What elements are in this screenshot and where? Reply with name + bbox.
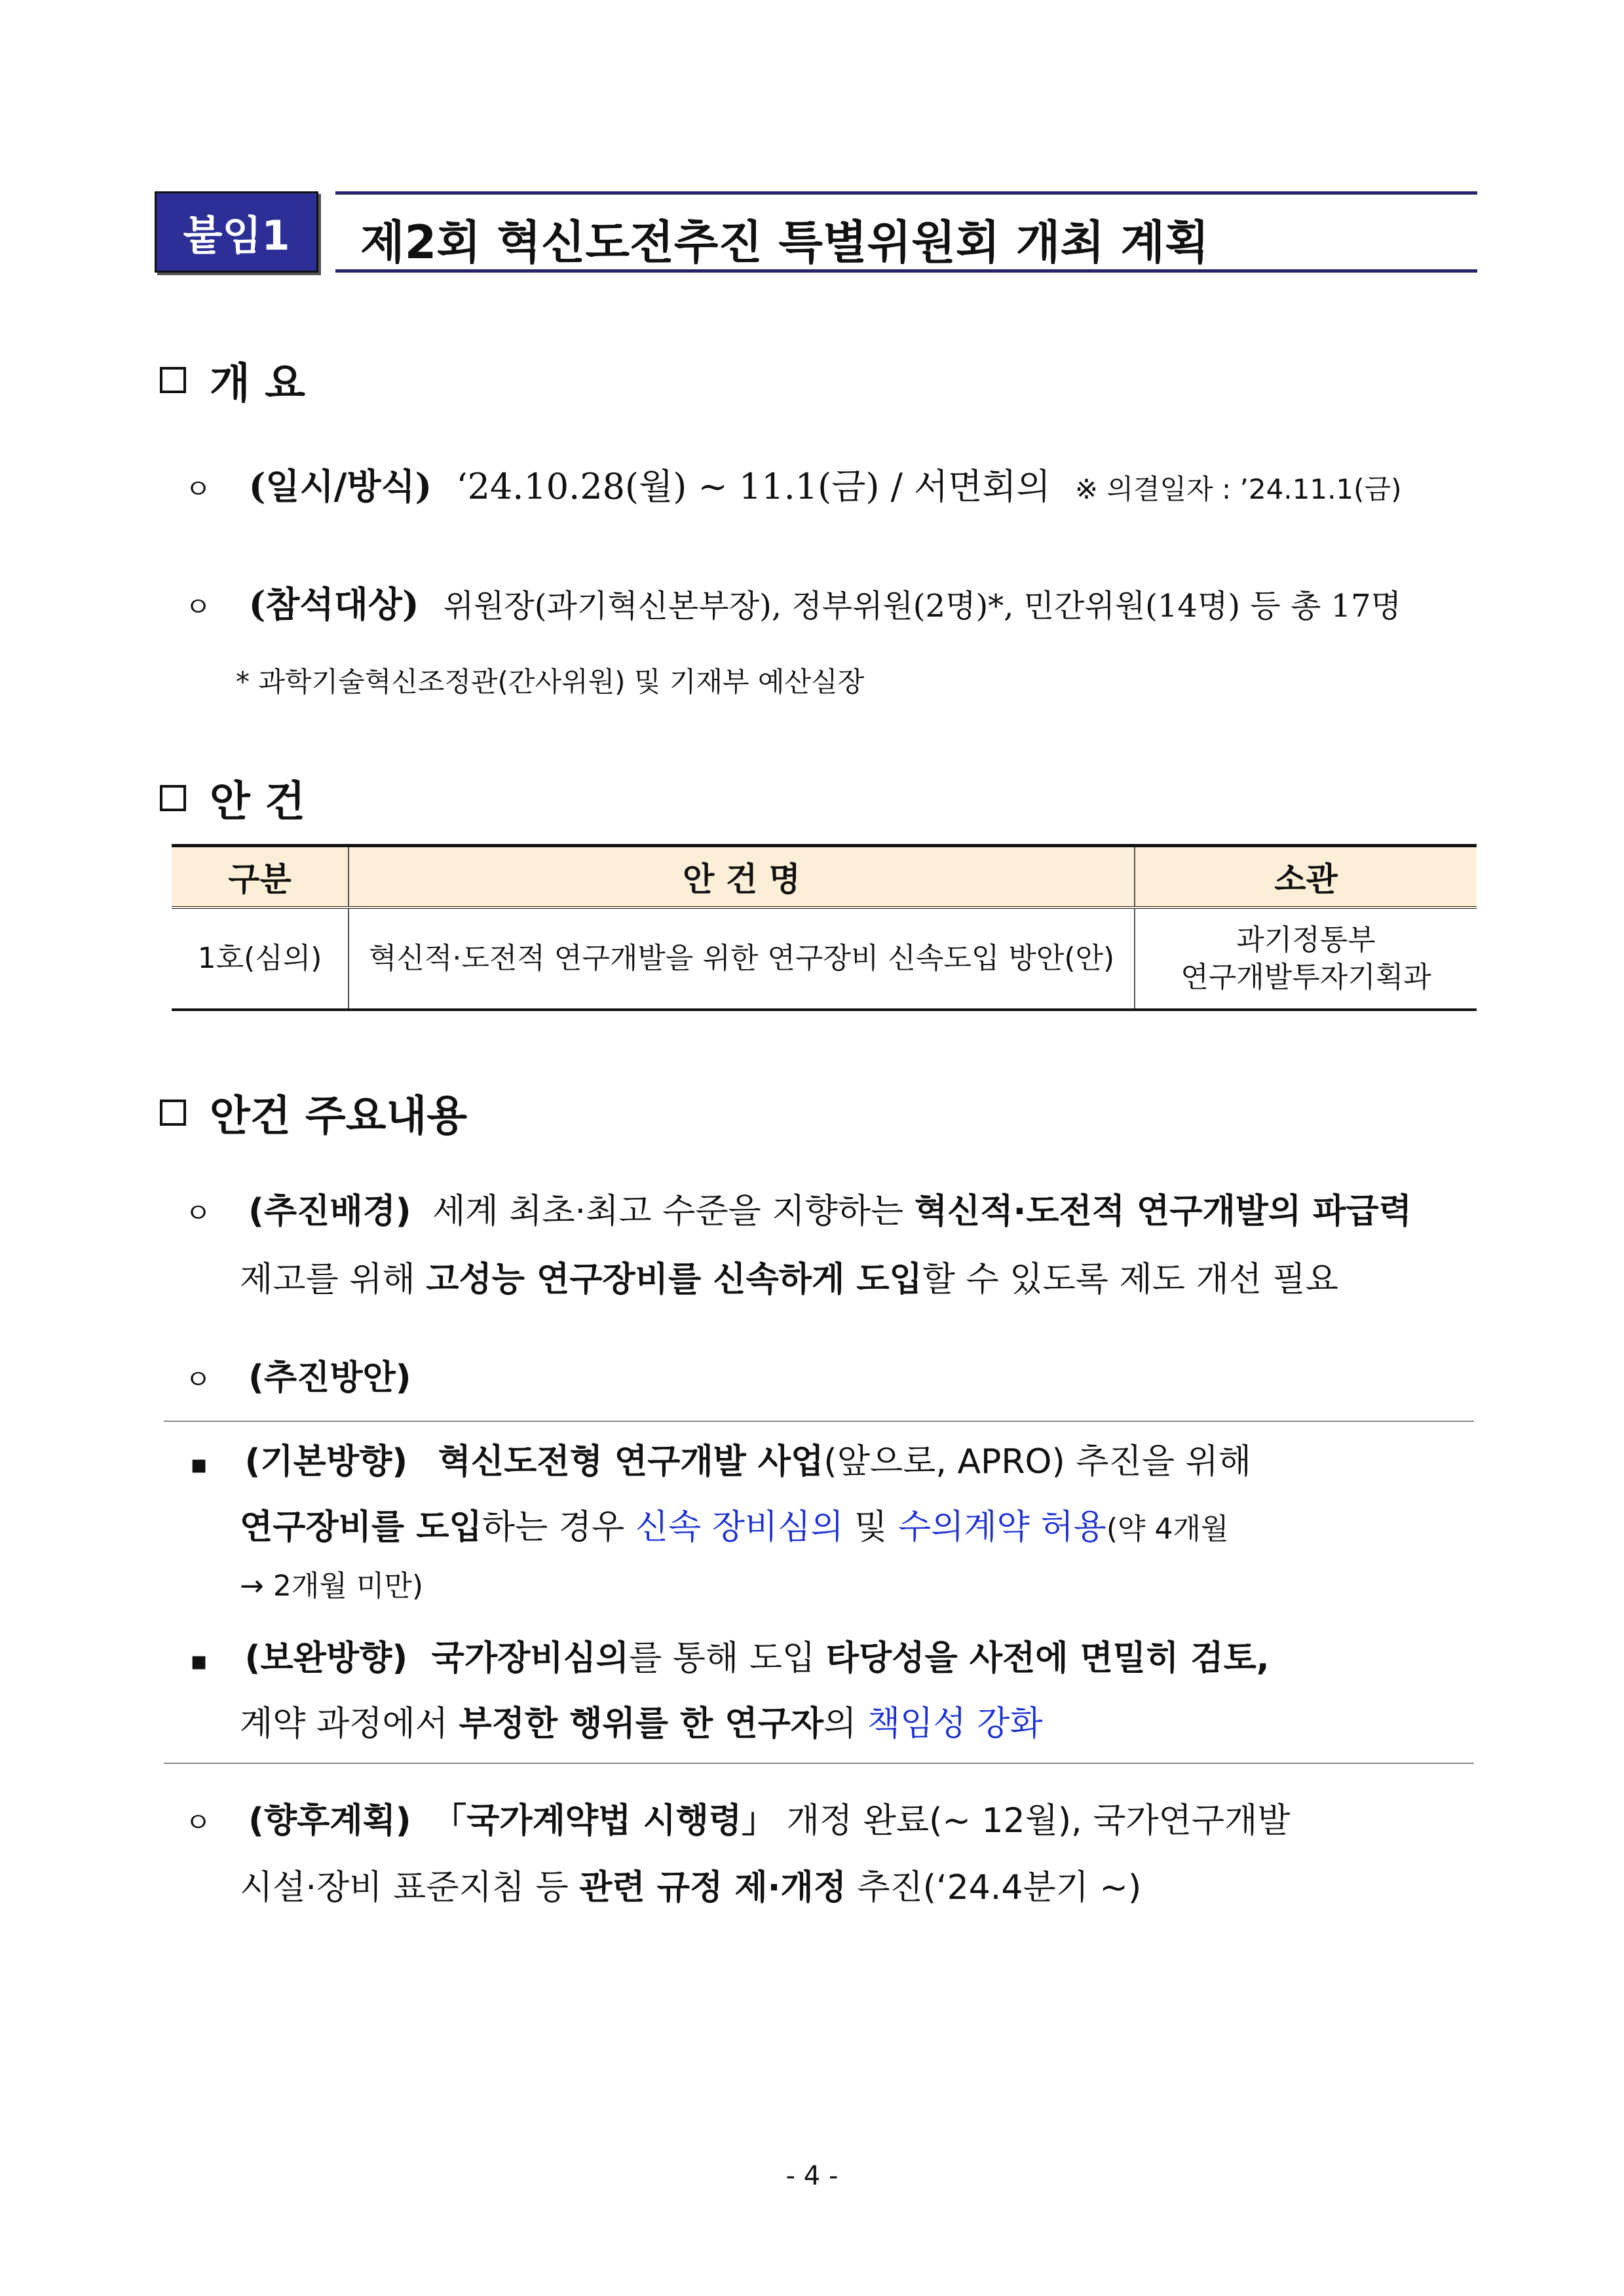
supplement-direction-text: 를 통해 도입 (629, 1639, 826, 1678)
future-plan-text: 추진(‘24.4분기 ~) (846, 1868, 1142, 1907)
table-row (172, 908, 1477, 1010)
background-label: (추진배경) (248, 1192, 411, 1231)
checkbox-square-icon (160, 785, 186, 811)
title-rule-top (335, 191, 1477, 195)
plan-heading (185, 1350, 411, 1399)
supplement-direction-label: (보완방향) (244, 1639, 408, 1678)
square-bullet-icon: ▪ (190, 1646, 208, 1676)
future-plan-emphasis: 「국가계약법 시행령」 (432, 1801, 776, 1841)
owner-division: 연구개발투자기획과 (1180, 961, 1431, 994)
col-header-category: 구분 (172, 846, 349, 908)
section-heading: 개 요 (210, 360, 305, 408)
future-plan-text: 개정 완료(~ 12월), 국가연구개발 (776, 1801, 1291, 1841)
table-header-row (172, 846, 1477, 908)
title-rule-bottom (335, 269, 1477, 273)
owner-ministry: 과기정통부 (1236, 923, 1376, 957)
col-header-name: 안 건 명 (349, 846, 1135, 908)
overview-attendees (185, 577, 1401, 627)
supplement-direction-text: 계약 과정에서 (240, 1704, 459, 1744)
background-emphasis: 고성능 연구장비를 신속하게 도입 (426, 1260, 922, 1299)
background-text: 제고를 위해 (240, 1260, 426, 1299)
fast-review-highlight: 신속 장비심의 (635, 1508, 844, 1547)
background-text: 할 수 있도록 제도 개선 필요 (922, 1260, 1338, 1299)
future-plan-text: 시설·장비 표준지침 등 (240, 1868, 580, 1907)
circle-bullet-icon: ㅇ (185, 1364, 212, 1396)
checkbox-square-icon (160, 1100, 186, 1126)
supplement-direction-emphasis: 타당성을 사전에 면밀히 검토, (825, 1639, 1270, 1678)
datetime-value: ‘24.10.28(월) ~ 11.1(금) / 서면회의 (456, 466, 1051, 507)
background-emphasis: 혁신적·도전적 연구개발의 파급력 (914, 1192, 1412, 1231)
checkbox-square-icon (160, 367, 186, 393)
cell-owner (1135, 908, 1477, 1010)
supplement-direction-emphasis: 부정한 행위를 한 연구자 (459, 1704, 824, 1744)
page-title: 제2회 혁신도전추진 특별위원회 개최 계획 (360, 216, 1209, 269)
decision-date-note: ※ 의결일자 : ’24.11.1(금) (1074, 473, 1402, 505)
circle-bullet-icon: ㅇ (185, 1807, 212, 1839)
basic-direction-emphasis: 혁신도전형 연구개발 사업 (438, 1442, 824, 1482)
section-heading: 안 건 (210, 778, 305, 826)
section-overview (160, 350, 305, 410)
accountability-highlight: 책임성 강화 (867, 1704, 1043, 1744)
section-heading: 안건 주요내용 (210, 1092, 468, 1141)
col-header-owner: 소관 (1135, 846, 1477, 908)
datetime-label: (일시/방식) (248, 465, 432, 507)
attendees-value: 위원장(과기혁신본부장), 정부위원(2명)*, 민간위원(14명) 등 총 17명 (443, 588, 1402, 624)
supplement-direction-line-1 (190, 1630, 1270, 1679)
plan-label: (추진방안) (248, 1358, 411, 1398)
section-main-contents (160, 1082, 467, 1143)
background-text: 세계 최초·최고 수준을 지향하는 (432, 1192, 915, 1231)
basic-direction-text: 및 (843, 1508, 898, 1547)
basic-direction-text: (앞으로, APRO) 추진을 위해 (823, 1442, 1251, 1482)
basic-direction-line-2 (240, 1499, 1229, 1548)
supplement-direction-emphasis: 국가장비심의 (431, 1639, 630, 1678)
overview-datetime (185, 459, 1402, 509)
future-plan-label: (향후계획) (248, 1801, 411, 1841)
basic-direction-line-3: → 2개월 미만) (240, 1569, 424, 1603)
plan-box-bottom-rule (164, 1763, 1474, 1764)
background-line-1 (185, 1183, 1412, 1233)
attachment-badge: 붙임1 (155, 191, 318, 273)
square-bullet-icon: ▪ (190, 1449, 208, 1480)
circle-bullet-icon: ㅇ (185, 473, 212, 505)
title-bar (335, 191, 1477, 273)
basic-direction-label: (기본방향) (244, 1442, 408, 1482)
circle-bullet-icon: ㅇ (185, 1197, 212, 1229)
agenda-table (172, 844, 1477, 1011)
cell-category: 1호(심의) (172, 908, 349, 1010)
cell-name: 혁신적·도전적 연구개발을 위한 연구장비 신속도입 방안(안) (349, 908, 1135, 1010)
page-number: - 4 - (785, 2161, 839, 2191)
attendees-label: (참석대상) (248, 583, 419, 625)
future-plan-line-1 (185, 1793, 1291, 1842)
attendees-footnote: * 과학기술혁신조정관(간사위원) 및 기재부 예산실장 (236, 666, 865, 698)
private-contract-highlight: 수의계약 허용 (897, 1508, 1106, 1547)
basic-direction-line-1 (190, 1434, 1251, 1483)
basic-direction-text: (약 4개월 (1106, 1512, 1229, 1546)
circle-bullet-icon: ㅇ (185, 591, 212, 623)
supplement-direction-line-2 (240, 1696, 1043, 1745)
section-agenda (160, 768, 305, 828)
supplement-direction-text: 의 (823, 1704, 867, 1744)
basic-direction-text: 하는 경우 (482, 1508, 635, 1547)
basic-direction-emphasis: 연구장비를 도입 (240, 1508, 482, 1547)
future-plan-emphasis: 관련 규정 제·개정 (579, 1868, 846, 1907)
background-line-2 (240, 1252, 1338, 1301)
future-plan-line-2 (240, 1860, 1141, 1909)
plan-box-top-rule (164, 1421, 1474, 1422)
